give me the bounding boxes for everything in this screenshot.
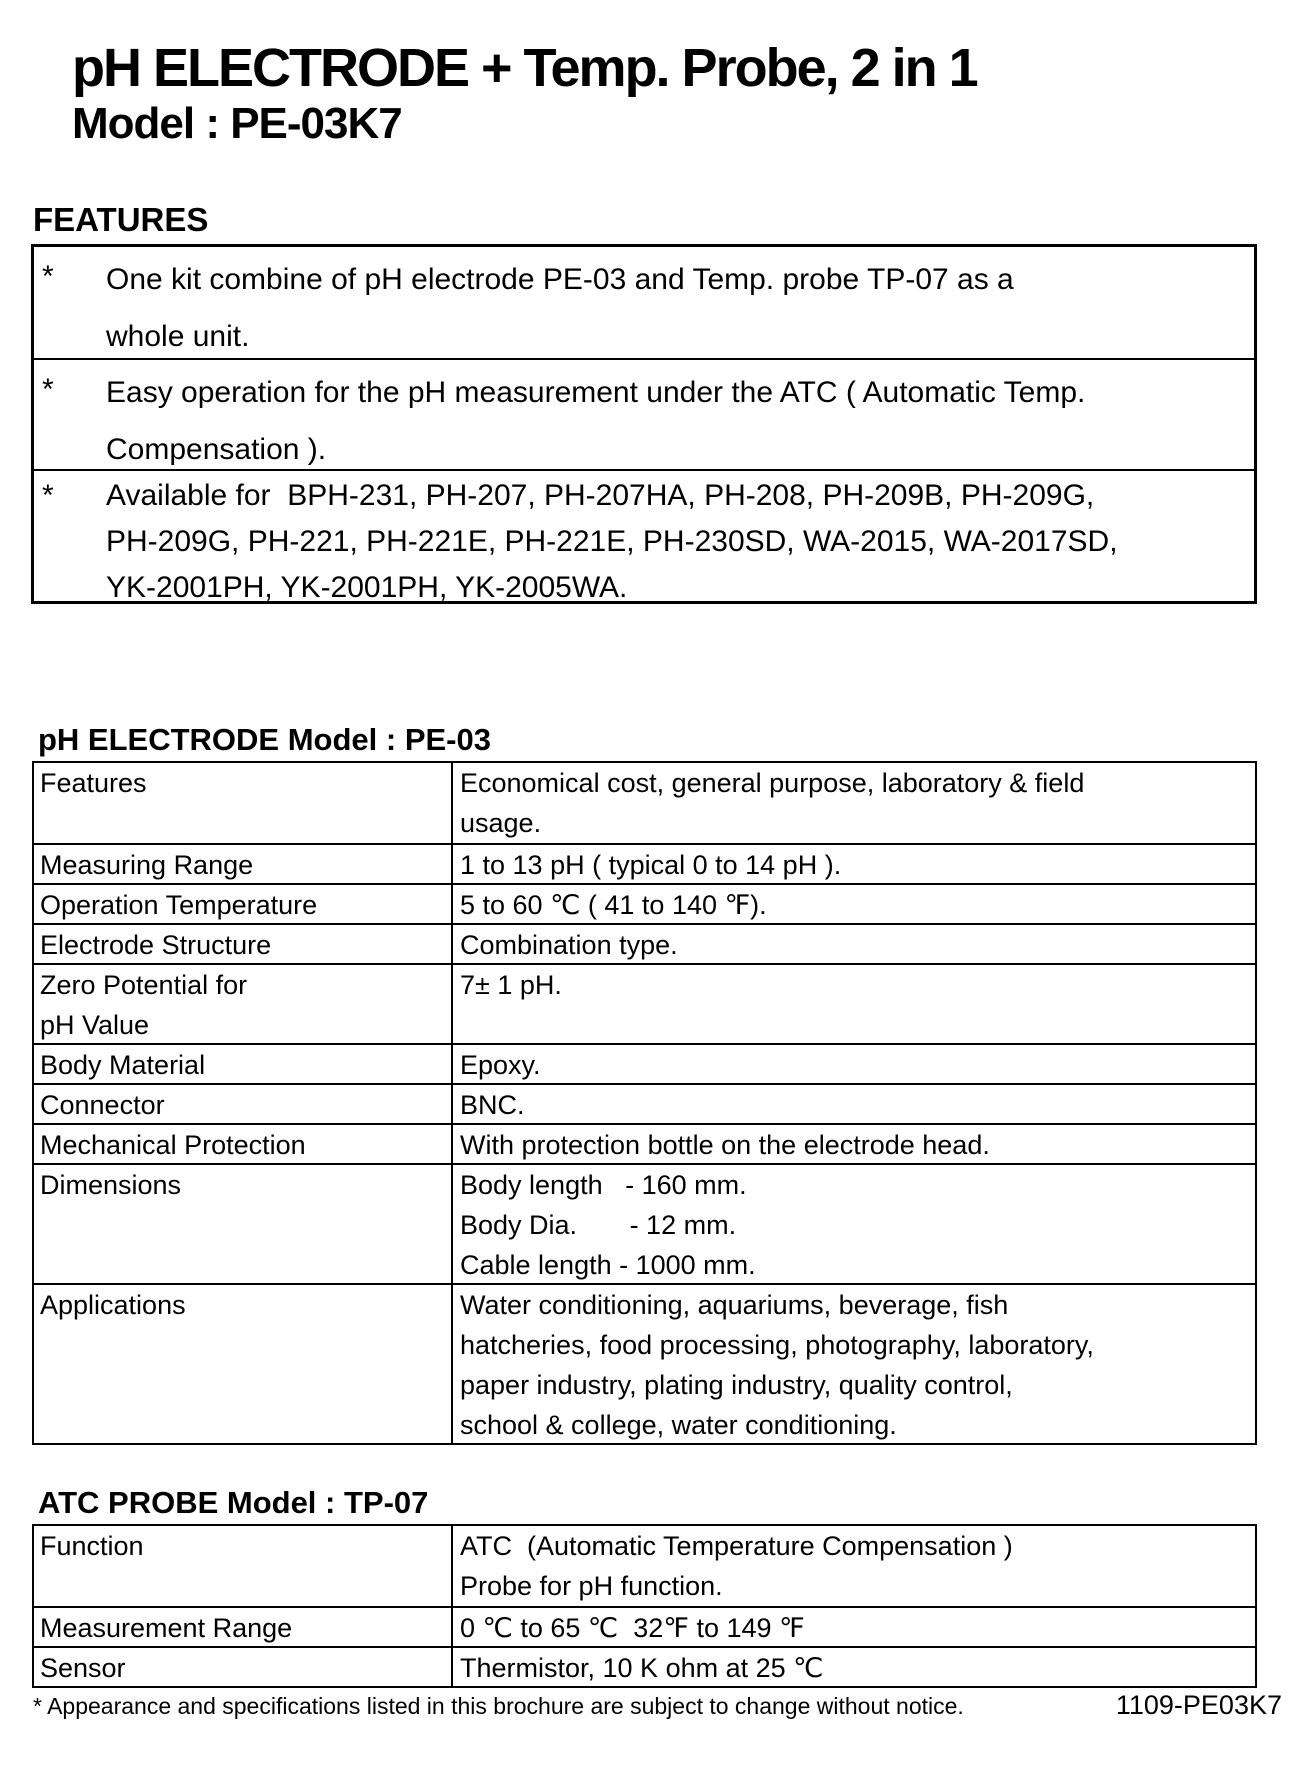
feature-text-line: One kit combine of pH electrode PE-03 and Temp. probe TP-07 as a [106,263,1014,296]
row-label [34,925,453,963]
row-label [34,763,453,843]
row-label [34,1648,453,1686]
table-row-sensor [34,1646,1255,1686]
row-value [453,885,1255,923]
row-label [34,1526,453,1606]
table-row-dimensions [34,1163,1255,1283]
table-row-measurement-range [34,1606,1255,1646]
value-line: 0 ℃ to 65 ℃ 32℉ to 149 ℉ [460,1613,805,1643]
value-line: Thermistor, 10 K ohm at 25 ℃ [460,1653,824,1683]
row-value [453,763,1255,843]
value-line: Combination type. [460,930,678,960]
table-row-operation-temperature [34,883,1255,923]
value-line: BNC. [460,1090,525,1120]
row-value [453,1045,1255,1083]
table-row-applications [34,1283,1255,1443]
row-value [453,845,1255,883]
row-label [34,965,453,1043]
label-line: Body Material [40,1050,206,1080]
value-line: With protection bottle on the electrode head. [460,1130,990,1160]
table-row-measuring-range [34,843,1255,883]
row-value [453,1165,1255,1283]
value-line: Body Dia. - 12 mm. [460,1210,737,1240]
label-line: Mechanical Protection [40,1130,306,1160]
table-row-connector [34,1083,1255,1123]
row-value [453,965,1255,1043]
value-line: Epoxy. [460,1050,541,1080]
bullet-asterisk: * [42,479,54,512]
feature-item [34,469,1254,604]
label-line: Zero Potential for [40,970,248,1000]
page-title: pH ELECTRODE + Temp. Probe, 2 in 1 [72,38,977,98]
row-label [34,1608,453,1646]
table-row-zero-potential [34,963,1255,1043]
table-row-function [34,1526,1255,1606]
row-value [453,925,1255,963]
value-line: 5 to 60 ℃ ( 41 to 140 ℉). [460,890,767,920]
label-line: Function [40,1531,144,1561]
feature-text-line: Compensation ). [106,433,327,466]
row-label [34,1285,453,1443]
model-subtitle: Model : PE-03K7 [72,99,402,148]
label-line: Features [40,768,147,798]
row-value [453,1085,1255,1123]
feature-text-line: Available for BPH-231, PH-207, PH-207HA, PH-208, PH-209B, PH-209G, [106,479,1095,512]
row-value [453,1285,1255,1443]
row-label [34,1085,453,1123]
atc-probe-table [32,1524,1257,1688]
bullet-asterisk: * [42,260,54,293]
feature-item [34,247,1254,358]
row-value [453,1648,1255,1686]
bullet-asterisk: * [42,373,54,406]
row-value [453,1608,1255,1646]
value-line: Economical cost, general purpose, laboratory & field [460,768,1085,798]
ph-electrode-table [32,761,1257,1445]
footer-note: * Appearance and specifications listed in this brochure are subject to change without notice. [33,1693,964,1719]
value-line: hatcheries, food processing, photography, laboratory, [460,1330,1094,1360]
footer [33,1690,1282,1721]
label-line: Electrode Structure [40,930,272,960]
row-label [34,1165,453,1283]
value-line: paper industry, plating industry, quality control, [460,1370,1013,1400]
label-line: Measuring Range [40,850,254,880]
feature-text-line: Easy operation for the pH measurement under the ATC ( Automatic Temp. [106,376,1086,409]
ph-electrode-heading: pH ELECTRODE Model : PE-03 [38,722,491,757]
value-line: Water conditioning, aquariums, beverage, fish [460,1290,1009,1320]
atc-probe-heading: ATC PROBE Model : TP-07 [38,1485,429,1520]
table-row-mechanical-protection [34,1123,1255,1163]
value-line: ATC (Automatic Temperature Compensation ) [460,1531,1013,1561]
feature-text-line: whole unit. [106,320,250,353]
value-line: 7± 1 pH. [460,970,562,1000]
table-row-body-material [34,1043,1255,1083]
label-line: Measurement Range [40,1613,293,1643]
value-line: Probe for pH function. [460,1571,723,1601]
row-value [453,1125,1255,1163]
row-value [453,1526,1255,1606]
doc-code: 1109-PE03K7 [1115,1690,1282,1720]
label-line: Operation Temperature [40,890,318,920]
label-line: Applications [40,1290,186,1320]
feature-text-line: YK-2001PH, YK-2001PH, YK-2005WA. [106,571,628,604]
features-table [31,244,1257,604]
value-line: school & college, water conditioning. [460,1410,897,1440]
value-line: 1 to 13 pH ( typical 0 to 14 pH ). [460,850,842,880]
value-line: usage. [460,808,542,838]
feature-item [34,358,1254,469]
feature-text-line: PH-209G, PH-221, PH-221E, PH-221E, PH-230SD, WA-2015, WA-2017SD, [106,525,1118,558]
row-label [34,1045,453,1083]
row-label [34,845,453,883]
row-label [34,1125,453,1163]
value-line: Cable length - 1000 mm. [460,1250,756,1280]
row-label [34,885,453,923]
label-line: pH Value [40,1010,150,1040]
label-line: Dimensions [40,1170,182,1200]
label-line: Sensor [40,1653,126,1683]
features-heading: FEATURES [33,201,209,238]
value-line: Body length - 160 mm. [460,1170,747,1200]
label-line: Connector [40,1090,165,1120]
table-row-electrode-structure [34,923,1255,963]
table-row-features [34,763,1255,843]
